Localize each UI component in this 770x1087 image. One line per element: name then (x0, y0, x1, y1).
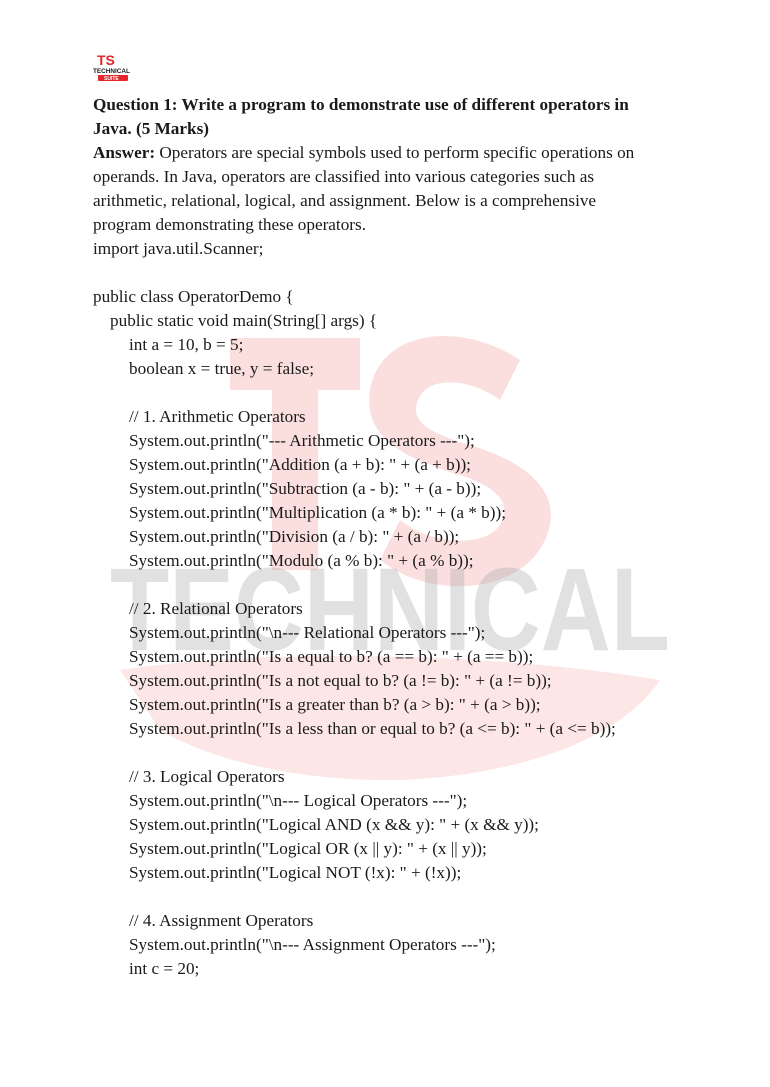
blank-line (93, 573, 673, 597)
code-logical-line: System.out.println("\n--- Logical Operators ---"); (129, 791, 468, 810)
code-class-decl: public class OperatorDemo { (93, 287, 294, 306)
code-relational-line: System.out.println("Is a not equal to b? (a != b): " + (a != b)); (129, 671, 552, 690)
code-relational-line: System.out.println("Is a greater than b? (a > b): " + (a > b)); (129, 695, 541, 714)
blank-line (93, 381, 673, 405)
code-arithmetic-line: System.out.println("Subtraction (a - b): " + (a - b)); (129, 479, 482, 498)
code-assignment-line: int c = 20; (129, 959, 200, 978)
answer-line4: program demonstrating these operators. (93, 215, 367, 234)
answer-line1-text: Operators are special symbols used to perform specific operations on (155, 143, 635, 162)
document-body (93, 93, 673, 981)
code-main-decl: public static void main(String[] args) { (110, 311, 378, 330)
code-relational-line: System.out.println("Is a equal to b? (a == b): " + (a == b)); (129, 647, 534, 666)
answer-label: Answer: (93, 143, 156, 162)
code-logical-comment: // 3. Logical Operators (129, 767, 285, 786)
code-var-bools: boolean x = true, y = false; (129, 359, 315, 378)
code-var-ints: int a = 10, b = 5; (129, 335, 244, 354)
code-arithmetic-line: System.out.println("Addition (a + b): " + (a + b)); (129, 455, 471, 474)
code-arithmetic-line: System.out.println("Multiplication (a * b): " + (a * b)); (129, 503, 506, 522)
blank-line (93, 261, 673, 285)
answer-line3: arithmetic, relational, logical, and assignment. Below is a comprehensive (93, 191, 597, 210)
code-logical-line: System.out.println("Logical OR (x || y): " + (x || y)); (129, 839, 487, 858)
answer-line1 (93, 141, 673, 165)
code-relational-line: System.out.println("Is a less than or equal to b? (a <= b): " + (a <= b)); (129, 719, 616, 738)
code-arithmetic-comment: // 1. Arithmetic Operators (129, 407, 306, 426)
question-heading-line2: Java. (5 Marks) (93, 119, 209, 138)
watermark-word: TECHNICAL (110, 544, 670, 676)
code-logical-line: System.out.println("Logical AND (x && y): " + (x && y)); (129, 815, 539, 834)
blank-line (93, 885, 673, 909)
code-relational-line: System.out.println("\n--- Relational Operators ---"); (129, 623, 486, 642)
code-import: import java.util.Scanner; (93, 239, 264, 258)
code-arithmetic-line: System.out.println("Modulo (a % b): " + (a % b)); (129, 551, 474, 570)
logo-line1: TECHNICAL (93, 68, 130, 75)
answer-line2: operands. In Java, operators are classified into various categories such as (93, 167, 595, 186)
logo-line2: SUITE (104, 76, 119, 82)
blank-line (93, 741, 673, 765)
code-logical-line: System.out.println("Logical NOT (!x): " + (!x)); (129, 863, 462, 882)
ts-logo (92, 52, 134, 82)
code-assignment-comment: // 4. Assignment Operators (129, 911, 314, 930)
logo-mark: TS (97, 52, 115, 68)
code-relational-comment: // 2. Relational Operators (129, 599, 303, 618)
code-assignment-line: System.out.println("\n--- Assignment Operators ---"); (129, 935, 496, 954)
code-arithmetic-line: System.out.println("Division (a / b): " + (a / b)); (129, 527, 460, 546)
question-heading-line1: Question 1: Write a program to demonstrate use of different operators in (93, 95, 629, 114)
code-arithmetic-line: System.out.println("--- Arithmetic Operators ---"); (129, 431, 475, 450)
